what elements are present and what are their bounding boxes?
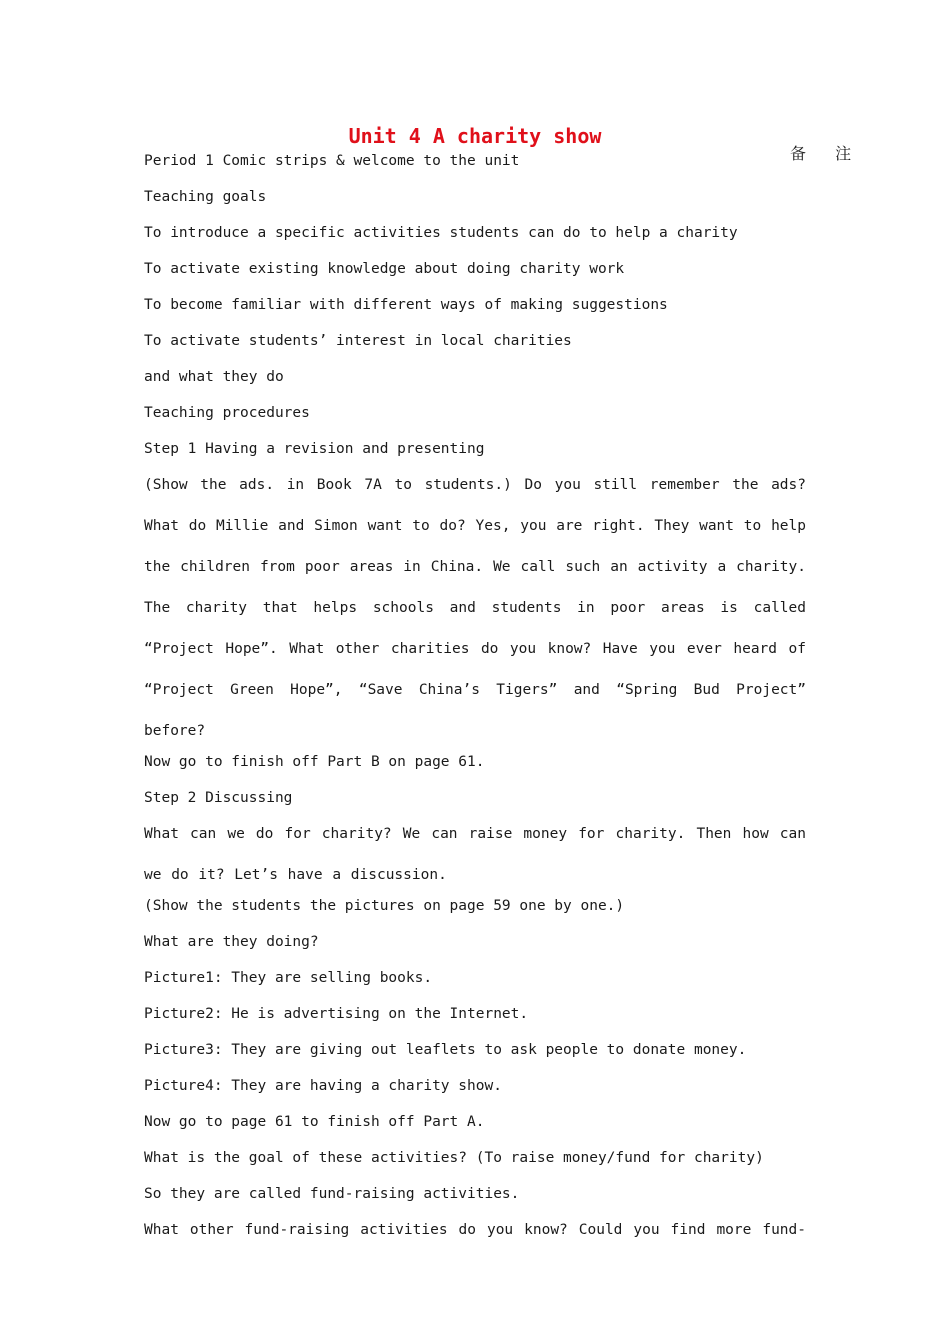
- margin-note: 备 注: [790, 144, 864, 163]
- goal-item: To activate existing knowledge about doing charity work: [144, 261, 625, 277]
- period-heading: Period 1 Comic strips & welcome to the unit: [144, 153, 520, 169]
- document-title: Unit 4 A charity show: [348, 124, 602, 148]
- picture-item: Picture2: He is advertising on the Internet.: [144, 1006, 529, 1022]
- text-line: Now go to finish off Part B on page 61.: [144, 754, 485, 770]
- section-heading-teaching-goals: Teaching goals: [144, 189, 267, 205]
- text-line: So they are called fund-raising activities.: [144, 1186, 520, 1202]
- picture-item: Picture3: They are giving out leaflets to ask people to donate money.: [144, 1042, 747, 1058]
- step-heading: Step 1 Having a revision and presenting: [144, 441, 485, 457]
- goal-item: To introduce a specific activities students can do to help a charity: [144, 225, 738, 241]
- document-body: [144, 152, 806, 1257]
- text-line: Now go to page 61 to finish off Part A.: [144, 1114, 485, 1130]
- goal-item: To activate students’ interest in local charities: [144, 333, 572, 349]
- step-paragraph: (Show the ads. in Book 7A to students.) Do you still remember the ads? What do Millie and Simon want to do? Yes, you are right. They want to help the children from poor areas in China. We call such an activity a charity. The charity that helps schools and students in poor areas is called “Project Hope”. What other charities do you know? Have you ever heard of “Project Green Hope”, “Save China’s Tigers” and “Spring Bud Project” before?: [144, 477, 806, 739]
- goal-item: To become familiar with different ways of making suggestions: [144, 297, 668, 313]
- text-line: What is the goal of these activities? (To raise money/fund for charity): [144, 1150, 764, 1166]
- picture-item: Picture4: They are having a charity show.: [144, 1078, 502, 1094]
- step-heading: Step 2 Discussing: [144, 790, 293, 806]
- picture-item: Picture1: They are selling books.: [144, 970, 433, 986]
- step-paragraph: What other fund-raising activities do you know? Could you find more fund-: [144, 1222, 806, 1238]
- goal-item-continuation: and what they do: [144, 369, 284, 385]
- step-paragraph: What can we do for charity? We can raise money for charity. Then how can we do it? Let’s have a discussion.: [144, 826, 806, 883]
- text-line: (Show the students the pictures on page 59 one by one.): [144, 898, 625, 914]
- section-heading-teaching-procedures: Teaching procedures: [144, 405, 310, 421]
- text-line: What are they doing?: [144, 934, 319, 950]
